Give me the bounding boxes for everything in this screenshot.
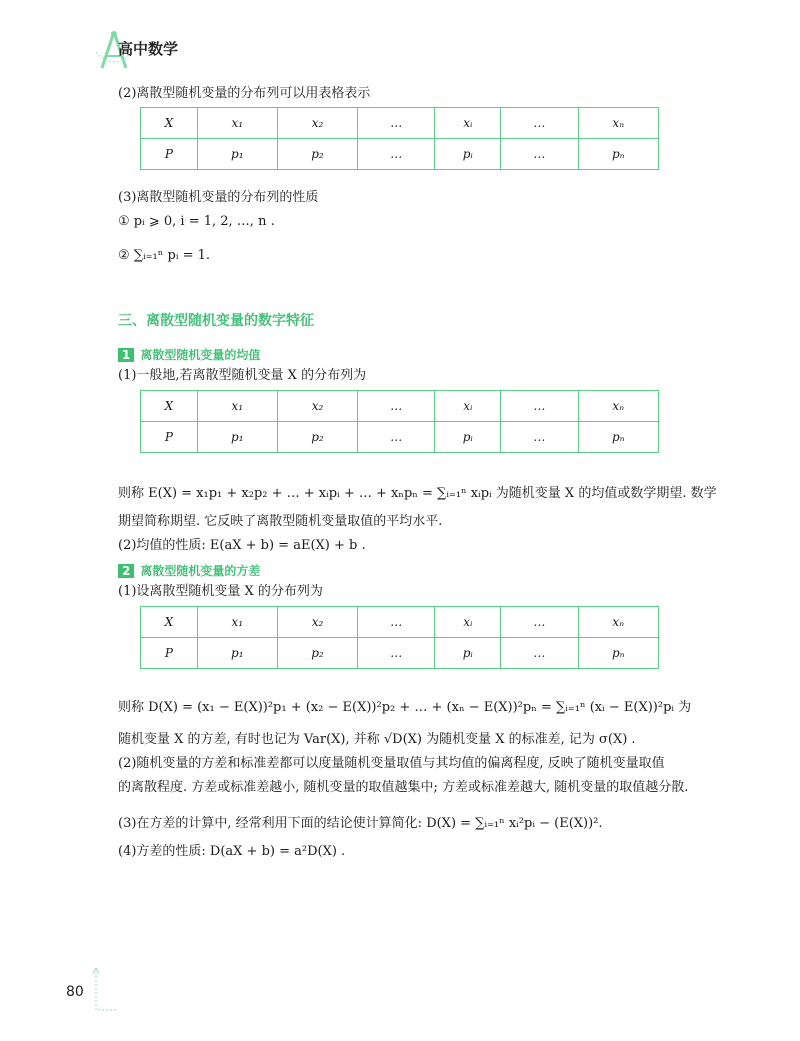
table-cell: …: [358, 638, 435, 669]
variance-property: (4)方差的性质: D(aX + b) = a²D(X) .: [118, 844, 346, 859]
subheading-label: 离散型随机变量的方差: [140, 564, 261, 578]
table-row: [141, 139, 659, 170]
subheading-number: 1: [118, 348, 134, 362]
table-cell: P: [141, 638, 198, 669]
variance-note-1: (2)随机变量的方差和标准差都可以度量随机变量取值与其均值的偏离程度, 反映了随机变量取值: [118, 756, 665, 771]
section-title: 三、离散型随机变量的数字特征: [118, 313, 314, 329]
distribution-table-1: [140, 107, 659, 170]
distribution-table-3: [140, 606, 659, 669]
part3-line: (3)离散型随机变量的分布列的性质: [118, 190, 319, 205]
variance-intro: (1)设离散型随机变量 X 的分布列为: [118, 584, 323, 599]
table-cell: pₙ: [578, 422, 659, 453]
property-1: ① pᵢ ⩾ 0, i = 1, 2, …, n .: [118, 214, 275, 229]
variance-definition-2: 随机变量 X 的方差, 有时也记为 Var(X), 并称 √D(X) 为随机变量 X 的标准差, 记为 σ(X) .: [118, 732, 636, 747]
table-cell: xₙ: [578, 607, 659, 638]
variance-calc: (3)在方差的计算中, 经常利用下面的结论使计算简化: D(X) = ∑ᵢ₌₁ⁿ xᵢ²pᵢ − (E(X))².: [118, 816, 603, 831]
table-cell: …: [501, 422, 578, 453]
table-cell: …: [501, 607, 578, 638]
table-cell: p₁: [197, 638, 277, 669]
table-cell: x₂: [277, 108, 357, 139]
table-cell: …: [501, 108, 578, 139]
axis-decoration-icon: [86, 966, 116, 1016]
table-cell: x₂: [277, 607, 357, 638]
variance-definition-1: 则称 D(X) = (x₁ − E(X))²p₁ + (x₂ − E(X))²p₂ + … + (xₙ − E(X))²pₙ = ∑ᵢ₌₁ⁿ (xᵢ − E(X))²pᵢ 为: [118, 700, 692, 715]
table-row: [141, 422, 659, 453]
table-cell: pₙ: [578, 139, 659, 170]
table-cell: x₁: [197, 391, 277, 422]
table-cell: x₂: [277, 391, 357, 422]
part2-line: (2)离散型随机变量的分布列可以用表格表示: [118, 86, 371, 101]
page-header-title: 高中数学: [118, 40, 179, 58]
table-cell: X: [141, 108, 198, 139]
table-cell: X: [141, 607, 198, 638]
table-cell: xₙ: [578, 391, 659, 422]
table-cell: …: [358, 422, 435, 453]
table-cell: X: [141, 391, 198, 422]
table-cell: …: [501, 638, 578, 669]
table-cell: pᵢ: [435, 139, 501, 170]
subheading-variance: [118, 562, 260, 579]
table-row: [141, 638, 659, 669]
table-cell: P: [141, 422, 198, 453]
table-cell: pᵢ: [435, 422, 501, 453]
mean-definition-1: 则称 E(X) = x₁p₁ + x₂p₂ + … + xᵢpᵢ + … + xₙpₙ = ∑ᵢ₌₁ⁿ xᵢpᵢ 为随机变量 X 的均值或数学期望. 数学: [118, 486, 717, 501]
table-cell: …: [358, 139, 435, 170]
table-cell: xₙ: [578, 108, 659, 139]
table-cell: pᵢ: [435, 638, 501, 669]
table-cell: xᵢ: [435, 108, 501, 139]
property-2: ② ∑ᵢ₌₁ⁿ pᵢ = 1.: [118, 248, 211, 263]
table-cell: p₁: [197, 139, 277, 170]
table-cell: x₁: [197, 607, 277, 638]
subheading-label: 离散型随机变量的均值: [140, 348, 261, 362]
table-row: [141, 391, 659, 422]
table-row: [141, 607, 659, 638]
table-cell: …: [358, 391, 435, 422]
table-cell: p₂: [277, 638, 357, 669]
subheading-number: 2: [118, 564, 134, 578]
table-cell: pₙ: [578, 638, 659, 669]
mean-definition-2: 期望简称期望. 它反映了离散型随机变量取值的平均水平.: [118, 514, 443, 529]
table-cell: …: [358, 607, 435, 638]
distribution-table-2: [140, 390, 659, 453]
table-cell: …: [358, 108, 435, 139]
table-cell: p₁: [197, 422, 277, 453]
table-row: [141, 108, 659, 139]
page-number: 80: [66, 984, 84, 1000]
table-cell: P: [141, 139, 198, 170]
table-cell: p₂: [277, 139, 357, 170]
table-cell: p₂: [277, 422, 357, 453]
table-cell: …: [501, 139, 578, 170]
subheading-mean: [118, 346, 260, 363]
table-cell: …: [501, 391, 578, 422]
table-cell: xᵢ: [435, 607, 501, 638]
variance-note-2: 的离散程度. 方差或标准差越小, 随机变量的取值越集中; 方差或标准差越大, 随机变量的取值越分散.: [118, 780, 689, 795]
table-cell: xᵢ: [435, 391, 501, 422]
mean-intro: (1)一般地,若离散型随机变量 X 的分布列为: [118, 368, 367, 383]
mean-property: (2)均值的性质: E(aX + b) = aE(X) + b .: [118, 538, 366, 553]
table-cell: x₁: [197, 108, 277, 139]
